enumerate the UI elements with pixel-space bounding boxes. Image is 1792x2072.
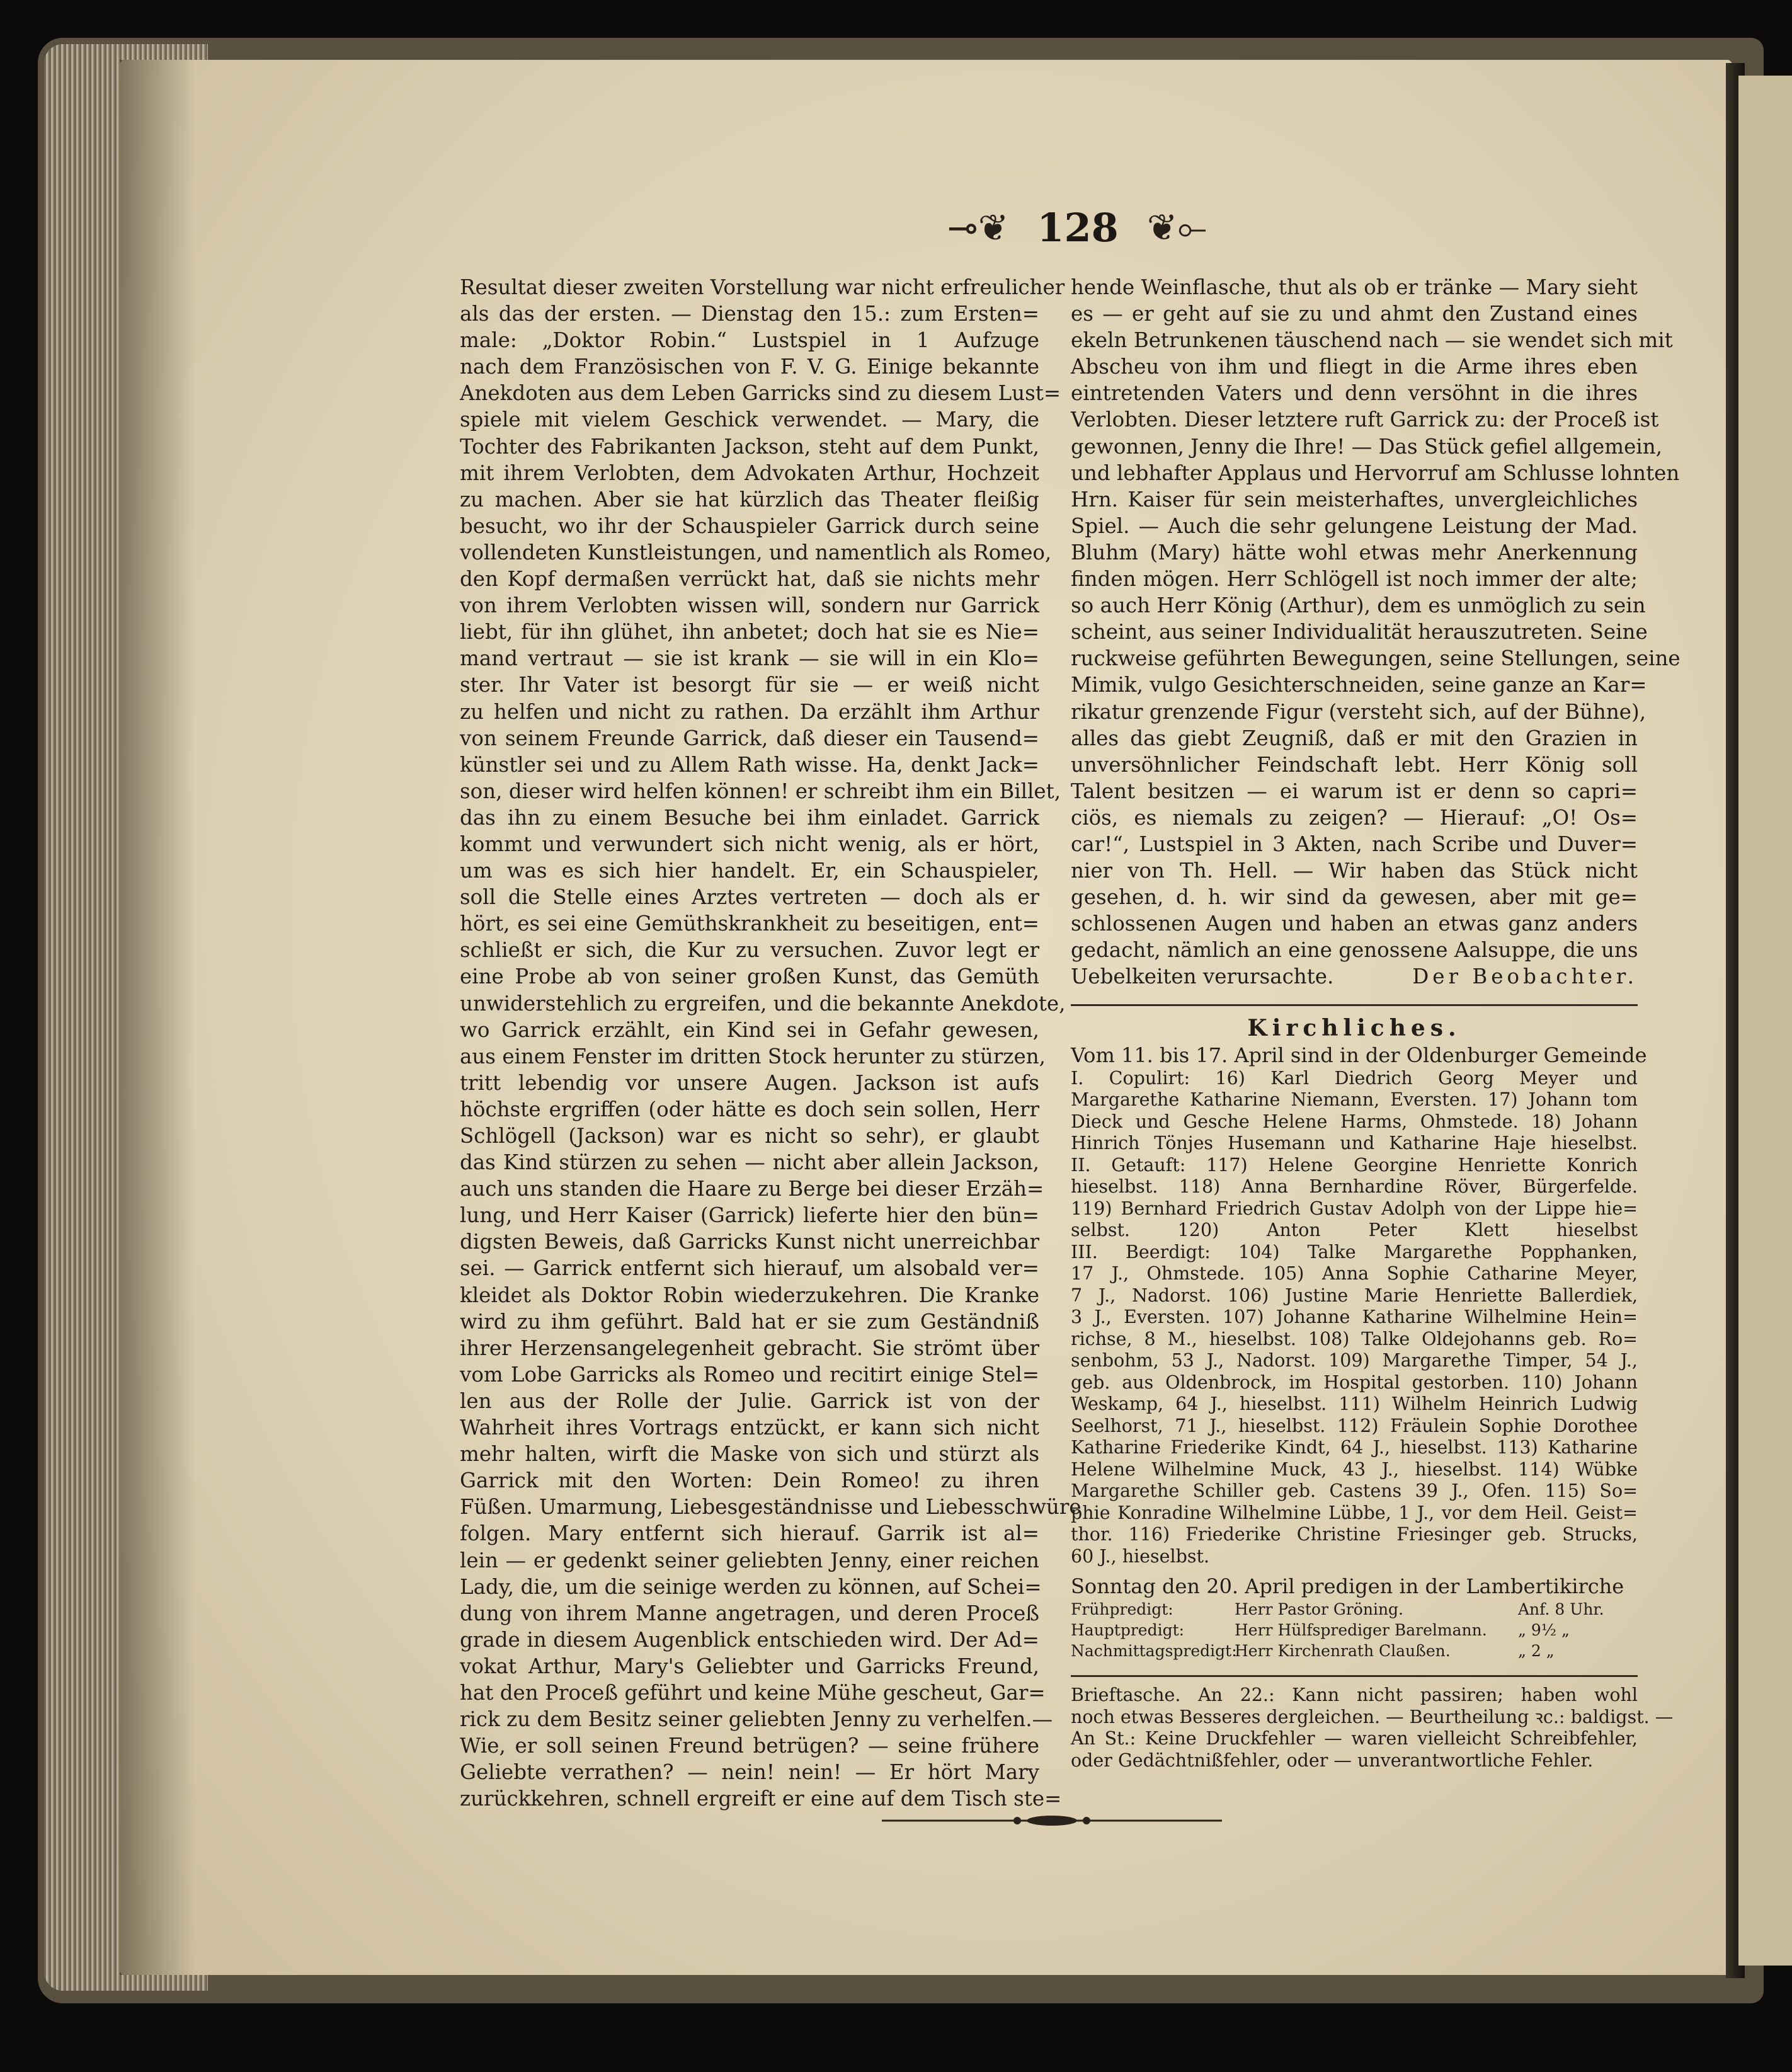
church-notices (1071, 1043, 1647, 1568)
left-column-line: liebt, für ihn glühet, ihn anbetet; doch hat sie es Nie= (460, 620, 1039, 644)
left-column-line: Füßen. Umarmung, Liebesgeständnisse und Liebesschwüre (460, 1495, 1081, 1520)
sermon-preacher: Herr Pastor Gröning. (1235, 1600, 1403, 1619)
gutter-shadow (120, 60, 195, 1975)
sermon-row (1071, 1599, 1638, 1620)
mailbox-line: oder Gedächtnißfehler, oder — unverantwortliche Fehler. (1071, 1749, 1594, 1771)
church-line: Helene Wilhelmine Muck, 43 J., hieselbst. 114) Wübke (1071, 1458, 1638, 1480)
left-column-line: hat den Proceß geführt und keine Mühe gescheut, Gar= (460, 1680, 1046, 1705)
church-line: Seelhorst, 71 J., hieselbst. 112) Fräulein Sophie Dorothee (1071, 1415, 1638, 1436)
left-column-line: lung, und Herr Kaiser (Garrick) lieferte hier den bün= (460, 1203, 1039, 1228)
left-column-line: grade in diesem Augenblick entschieden wird. Der Ad= (460, 1627, 1039, 1652)
right-column-line: und lebhafter Applaus und Hervorruf am Schlusse lohnten (1071, 461, 1680, 485)
left-column-line: Wahrheit ihres Vortrags entzückt, er kann sich nicht (460, 1416, 1039, 1440)
page-number: 128 (1037, 205, 1119, 251)
sermon-service: Frühpredigt: (1071, 1600, 1173, 1619)
left-column-line: schließt er sich, die Kur zu versuchen. Zuvor legt er (460, 938, 1039, 963)
right-column-line: schlossenen Augen und haben an etwas ganz anders (1071, 912, 1638, 936)
right-column (1071, 274, 1681, 1772)
left-column-line: vom Lobe Garricks als Romeo und recitirt einige Stel= (460, 1362, 1039, 1387)
left-column-line: dung von ihrem Manne angetragen, und deren Proceß (460, 1601, 1039, 1625)
page-header (882, 205, 1272, 251)
mailbox-notices (1071, 1685, 1674, 1772)
right-column-line: finden mögen. Herr Schlögell ist noch immer der alte; (1071, 567, 1638, 592)
mailbox-line: An St.: Keine Druckfehler — waren vielleicht Schreibfehler, (1071, 1728, 1638, 1749)
left-column-line: zurückkehren, schnell ergreift er eine auf dem Tisch ste= (460, 1787, 1062, 1811)
right-column-line: car!“, Lustspiel in 3 Akten, nach Scribe und Duver= (1071, 832, 1638, 856)
left-column-line: vokat Arthur, Mary's Geliebter und Garricks Freund, (460, 1654, 1039, 1678)
right-column-line: Talent besitzen — ei warum ist er denn so capri= (1071, 779, 1638, 803)
right-column-line: gesehen, d. h. wir sind da gewesen, aber mit ge= (1071, 885, 1638, 910)
left-column-line: zu machen. Aber sie hat kürzlich das Theater fleißig (460, 487, 1039, 512)
church-line: 17 J., Ohmstede. 105) Anna Sophie Catharine Meyer, (1071, 1263, 1638, 1285)
right-column-line: gewonnen, Jenny die Ihre! — Das Stück gefiel allgemein, (1071, 434, 1662, 459)
left-column-line: wo Garrick erzählt, ein Kind sei in Gefahr gewesen, (460, 1017, 1039, 1042)
church-line: II. Getauft: 117) Helene Georgine Henriette Konrich (1071, 1154, 1638, 1176)
church-line: thor. 116) Friederike Christine Friesinger geb. Strucks, (1071, 1524, 1638, 1545)
church-line: Katharine Friederike Kindt, 64 J., hieselbst. 113) Katharine (1071, 1437, 1638, 1458)
left-column-line: mehr halten, wirft die Maske von sich und stürzt als (460, 1442, 1039, 1467)
sermon-row (1071, 1620, 1638, 1640)
left-column-line: auch uns standen die Haare zu Berge bei dieser Erzäh= (460, 1177, 1044, 1201)
left-column-line: tritt lebendig vor unsere Augen. Jackson ist aufs (460, 1070, 1039, 1095)
left-column-line: ihrer Herzensangelegenheit gebracht. Sie strömt über (460, 1336, 1039, 1360)
right-column-line: Bluhm (Mary) hätte wohl etwas mehr Anerkennung (1071, 540, 1638, 564)
sermon-time: „ 2 „ (1518, 1642, 1555, 1661)
right-ornament-icon: ❦⟜ (1146, 206, 1207, 249)
left-column-line: Schlögell (Jackson) war es nicht so sehr), er glaubt (460, 1124, 1039, 1148)
left-column-line: soll die Stelle eines Arztes vertreten — doch als er (460, 885, 1039, 910)
right-column-line: gedacht, nämlich an eine genossene Aalsuppe, die uns (1071, 938, 1638, 963)
church-line: Weskamp, 64 J., hieselbst. 111) Wilhelm Heinrich Ludwig (1071, 1394, 1638, 1415)
right-column-line: ciös, es niemals zu zeigen? — Hierauf: „O! Os= (1071, 805, 1638, 830)
left-column-line: vollendeten Kunstleistungen, und namentlich als Romeo, (460, 540, 1052, 564)
review-last-line: Uebelkeiten verursachte. (1071, 964, 1334, 989)
left-column-line: hört, es sei eine Gemüthskrankheit zu beseitigen, ent= (460, 912, 1039, 936)
end-ornament-icon (882, 1814, 1222, 1827)
sermon-time: „ 9½ „ (1518, 1621, 1570, 1640)
sermon-heading: Sonntag den 20. April predigen in der Lambertikirche (1071, 1574, 1624, 1599)
left-column-line: von seinem Freunde Garrick, daß dieser ein Tausend= (460, 726, 1039, 750)
right-column-line: rikatur grenzende Figur (versteht sich, auf der Bühne), (1071, 699, 1646, 724)
left-ornament-icon: ⊸❦ (947, 206, 1009, 249)
left-column-line: eine Probe ab von seiner großen Kunst, das Gemüth (460, 964, 1039, 989)
church-line: Hinrich Tönjes Husemann und Katharine Haje hieselbst. (1071, 1133, 1638, 1154)
left-column-line: von ihrem Verlobten wissen will, sondern nur Garrick (460, 593, 1039, 618)
left-column-line: den Kopf dermaßen verrückt hat, daß sie nichts mehr (460, 567, 1039, 592)
church-line: I. Copulirt: 16) Karl Diedrich Georg Meyer und (1071, 1067, 1638, 1089)
left-column-line: als das der ersten. — Dienstag den 15.: zum Ersten= (460, 302, 1039, 326)
review-closing (1071, 963, 1638, 990)
section-divider (1071, 1675, 1638, 1677)
right-column-line: unversöhnlicher Feindschaft lebt. Herr König soll (1071, 752, 1638, 777)
left-column-line: unwiderstehlich zu ergreifen, und die bekannte Anekdote, (460, 991, 1066, 1016)
church-line: hieselbst. 118) Anna Bernhardine Röver, Bürgerfelde. (1071, 1176, 1638, 1198)
left-column-line: sei. — Garrick entfernt sich hierauf, um alsobald ver= (460, 1256, 1039, 1281)
left-column-line: mit ihrem Verlobten, dem Advokaten Arthur, Hochzeit (460, 461, 1039, 485)
left-column-line: Garrick mit den Worten: Dein Romeo! zu ihren (460, 1468, 1039, 1493)
right-column-line: Verlobten. Dieser letztere ruft Garrick zu: der Proceß ist (1071, 408, 1659, 432)
right-column-line: ruckweise geführten Bewegungen, seine Stellungen, seine (1071, 646, 1681, 671)
right-column-line: hende Weinflasche, thut als ob er tränke — Mary sieht (1071, 275, 1638, 299)
left-column-line: aus einem Fenster im dritten Stock herunter zu stürzen, (460, 1044, 1046, 1068)
review-signature: Der Beobachter. (1412, 964, 1638, 989)
church-line: selbst. 120) Anton Peter Klett hieselbst (1071, 1220, 1638, 1241)
church-line: 119) Bernhard Friedrich Gustav Adolph von der Lippe hie= (1071, 1198, 1638, 1219)
left-column-line: folgen. Mary entfernt sich hierauf. Garrik ist al= (460, 1521, 1039, 1546)
review-continuation (1071, 274, 1681, 963)
left-column-line: spiele mit vielem Geschick verwendet. — Mary, die (460, 408, 1039, 432)
left-column-line: lein — er gedenkt seiner geliebten Jenny, einer reichen (460, 1548, 1039, 1572)
left-column-line: Anekdoten aus dem Leben Garricks sind zu diesem Lust= (460, 381, 1061, 406)
left-column-line: Wie, er soll seinen Freund betrügen? — seine frühere (460, 1734, 1039, 1758)
sermon-service: Nachmittagspredigt: (1071, 1642, 1237, 1661)
right-column-line: ekeln Betrunkenen täuschend nach — sie wendet sich mit (1071, 328, 1673, 353)
church-line: Vom 11. bis 17. April sind in der Oldenburger Gemeinde (1071, 1043, 1647, 1067)
left-column-line: digsten Beweis, daß Garricks Kunst nicht unerreichbar (460, 1230, 1039, 1254)
left-column-line: kommt und verwundert sich nicht wenig, als er hört, (460, 832, 1039, 856)
right-column-line: Abscheu von ihm und fliegt in die Arme ihres eben (1071, 355, 1638, 379)
church-line: 3 J., Eversten. 107) Johanne Katharine Wilhelmine Hein= (1071, 1307, 1638, 1328)
left-column-line: ster. Ihr Vater ist besorgt für sie — er weiß nicht (460, 673, 1039, 697)
left-column-line: nach dem Französischen von F. V. G. Einige bekannte (460, 355, 1039, 379)
church-line: phie Konradine Wilhelmine Lübbe, 1 J., vor dem Heil. Geist= (1071, 1502, 1638, 1523)
left-column-line: künstler sei und zu Allem Rath wisse. Ha, denkt Jack= (460, 752, 1039, 777)
left-column-line: das ihn zu einem Besuche bei ihm einladet. Garrick (460, 805, 1039, 830)
church-line: geb. aus Oldenbrock, im Hospital gestorben. 110) Johann (1071, 1371, 1638, 1393)
sermon-time: Anf. 8 Uhr. (1518, 1600, 1604, 1619)
facing-page-edge (1738, 76, 1792, 1966)
church-line: 60 J., hieselbst. (1071, 1545, 1210, 1567)
left-column-line: male: „Doktor Robin.“ Lustspiel in 1 Aufzuge (460, 328, 1039, 353)
church-line: 7 J., Nadorst. 106) Justine Marie Henriette Ballerdiek, (1071, 1285, 1638, 1306)
sermon-service: Hauptpredigt: (1071, 1621, 1185, 1640)
mailbox-line: Brieftasche. An 22.: Kann nicht passiren; haben wohl (1071, 1685, 1638, 1706)
left-column-line: zu helfen und nicht zu rathen. Da erzählt ihm Arthur (460, 699, 1039, 724)
sermon-row (1071, 1640, 1638, 1661)
right-column-line: Spiel. — Auch die sehr gelungene Leistung der Mad. (1071, 513, 1638, 538)
right-column-line: scheint, aus seiner Individualität herauszutreten. Seine (1071, 620, 1648, 644)
church-line: III. Beerdigt: 104) Talke Margarethe Popphanken, (1071, 1241, 1638, 1262)
left-column (460, 274, 1081, 1812)
left-column-line: besucht, wo ihr der Schauspieler Garrick durch seine (460, 513, 1039, 538)
sermon-preacher: Herr Hülfsprediger Barelmann. (1235, 1621, 1487, 1640)
left-column-line: Lady, die, um die seinige werden zu können, auf Schei= (460, 1574, 1042, 1599)
church-line: senbohm, 53 J., Nadorst. 109) Margarethe Timper, 54 J., (1071, 1350, 1638, 1371)
right-column-line: Mimik, vulgo Gesichterschneiden, seine ganze an Kar= (1071, 673, 1647, 697)
left-column-line: höchste ergriffen (oder hätte es doch sein sollen, Herr (460, 1097, 1039, 1121)
church-line: Dieck und Gesche Helene Harms, Ohmstede. 18) Johann (1071, 1111, 1638, 1132)
left-column-line: um was es sich hier handelt. Er, ein Schauspieler, (460, 859, 1039, 883)
right-column-line: es — er geht auf sie zu und ahmt den Zustand eines (1071, 302, 1638, 326)
left-column-line: kleidet als Doktor Robin wiederzukehren. Die Kranke (460, 1283, 1039, 1307)
church-heading: Kirchliches. (1247, 1014, 1461, 1041)
left-column-line: len aus der Rolle der Julie. Garrick ist von der (460, 1388, 1039, 1413)
mailbox-line: noch etwas Besseres dergleichen. — Beurtheilung ꝛc.: baldigst. — (1071, 1706, 1674, 1727)
left-column-line: son, dieser wird helfen können! er schreibt ihm ein Billet, (460, 779, 1061, 803)
section-divider (1071, 1004, 1638, 1006)
left-column-line: das Kind stürzen zu sehen — nicht aber allein Jackson, (460, 1150, 1039, 1175)
left-column-line: Resultat dieser zweiten Vorstellung war nicht erfreulicher (460, 275, 1065, 299)
left-column-line: rick zu dem Besitz seiner geliebten Jenny zu verhelfen.— (460, 1707, 1053, 1732)
church-line: Margarethe Schiller geb. Castens 39 J., Ofen. 115) So= (1071, 1480, 1638, 1502)
sermon-preacher: Herr Kirchenrath Claußen. (1235, 1642, 1451, 1661)
right-column-line: eintretenden Vaters und denn versöhnt in die ihres (1071, 381, 1638, 406)
right-column-line: Hrn. Kaiser für sein meisterhaftes, unvergleichliches (1071, 487, 1638, 512)
right-column-line: alles das giebt Zeugniß, daß er mit den Grazien in (1071, 726, 1638, 750)
left-column-line: Geliebte verrathen? — nein! nein! — Er hört Mary (460, 1760, 1039, 1785)
sermon-schedule (1071, 1599, 1638, 1661)
church-line: Margarethe Katharine Niemann, Eversten. 17) Johann tom (1071, 1089, 1638, 1111)
left-column-line: wird zu ihm geführt. Bald hat er sie zum Geständniß (460, 1309, 1039, 1334)
right-column-line: so auch Herr König (Arthur), dem es unmöglich zu sein (1071, 593, 1646, 618)
left-column-line: Tochter des Fabrikanten Jackson, steht auf dem Punkt, (460, 434, 1039, 459)
church-line: richse, 8 M., hieselbst. 108) Talke Oldejohanns geb. Ro= (1071, 1328, 1638, 1349)
right-column-line: nier von Th. Hell. — Wir haben das Stück nicht (1071, 859, 1638, 883)
left-column-line: mand vertraut — sie ist krank — sie will in ein Klo= (460, 646, 1039, 671)
